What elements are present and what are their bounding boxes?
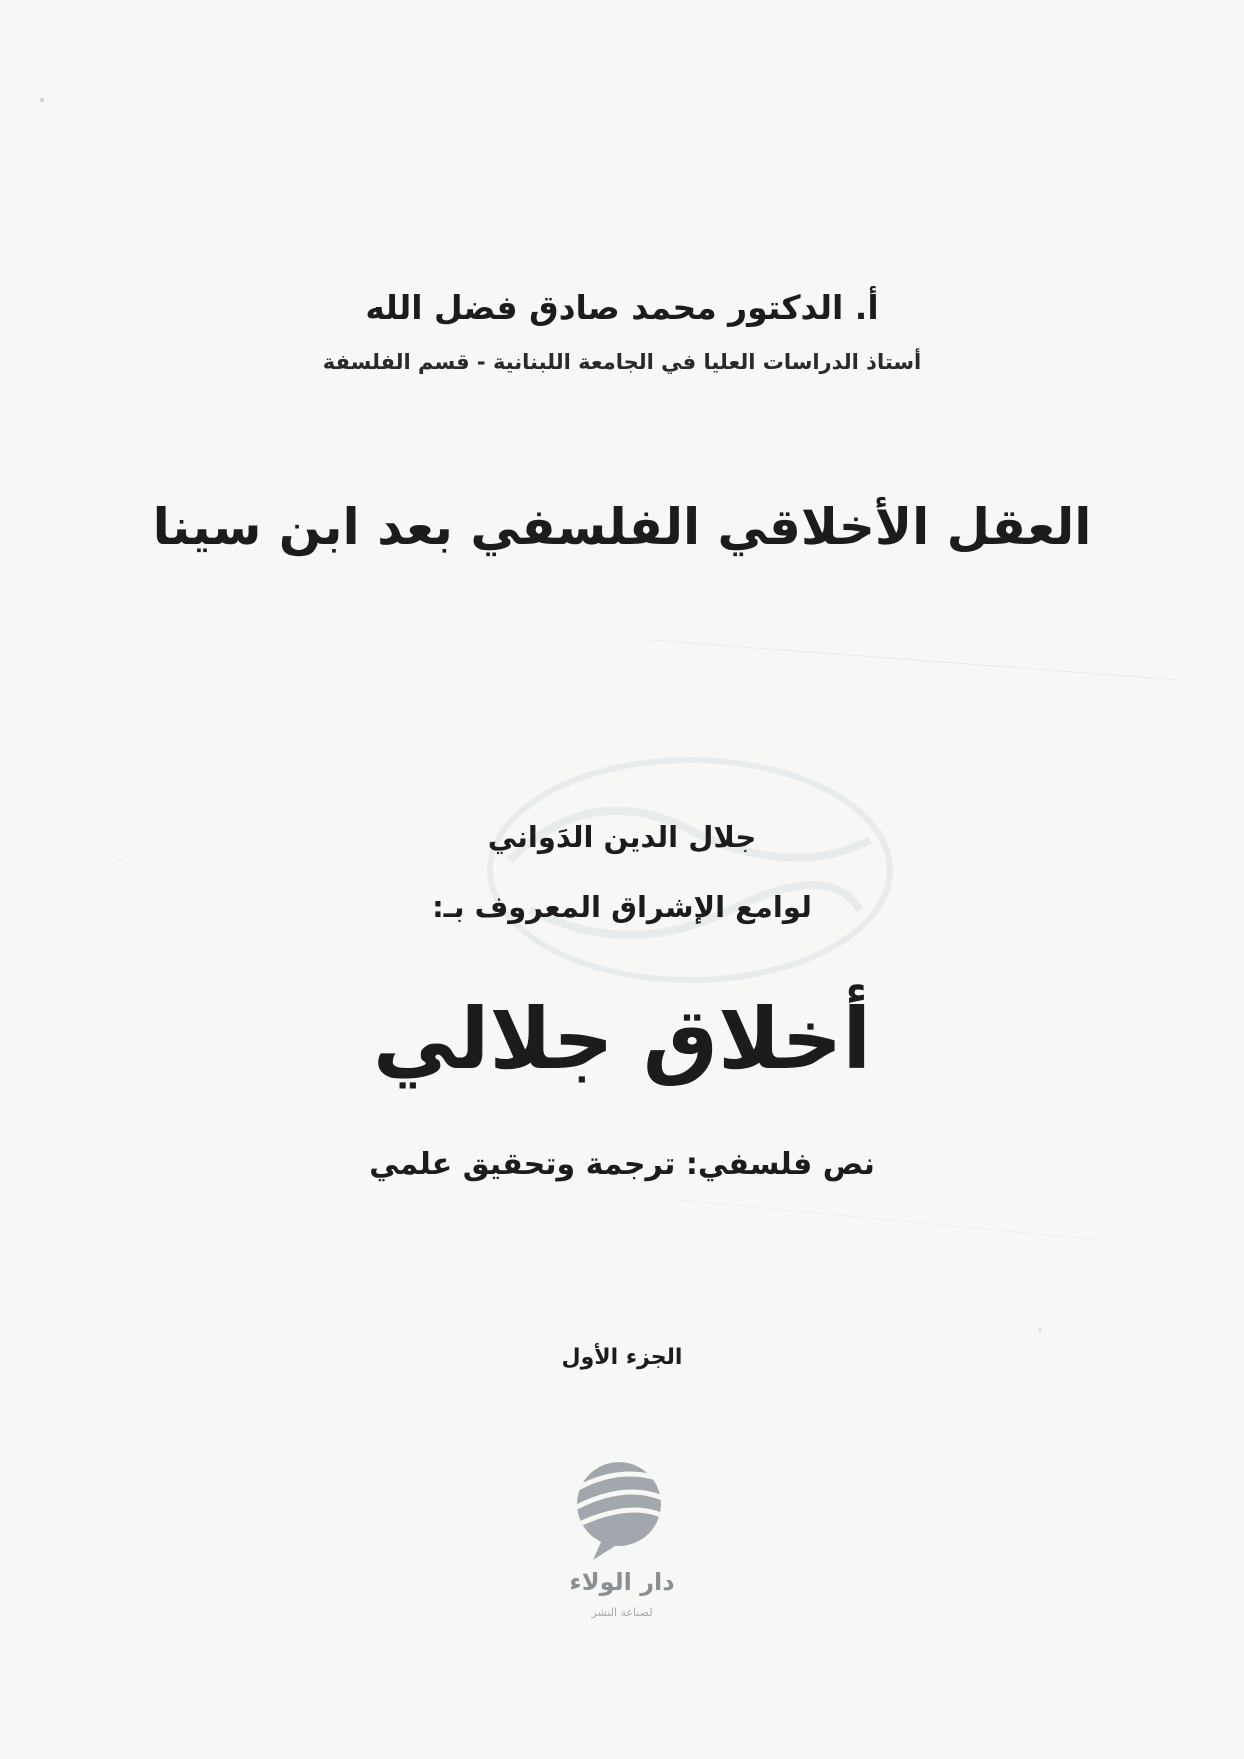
series-title: العقل الأخلاقي الفلسفي بعد ابن سينا	[152, 498, 1092, 556]
main-title: أخلاق جلالي	[372, 990, 872, 1088]
publisher-logo-icon	[571, 1452, 667, 1564]
edition-note: نص فلسفي: ترجمة وتحقيق علمي	[369, 1147, 875, 1182]
author-affiliation: أستاذ الدراسات العليا في الجامعة اللبنانية - قسم الفلسفة	[322, 350, 922, 374]
publisher-tagline: لصناعة النشر	[591, 1606, 653, 1619]
book-subtitle: لوامع الإشراق المعروف بـ:	[432, 890, 812, 924]
publisher-name: دار الولاء	[569, 1568, 675, 1596]
watermark-emblem	[470, 740, 910, 1000]
volume-label: الجزء الأول	[561, 1345, 683, 1370]
text-author: جلال الدين الدَواني	[487, 820, 757, 854]
author-name: أ. الدكتور محمد صادق فضل الله	[365, 288, 879, 327]
